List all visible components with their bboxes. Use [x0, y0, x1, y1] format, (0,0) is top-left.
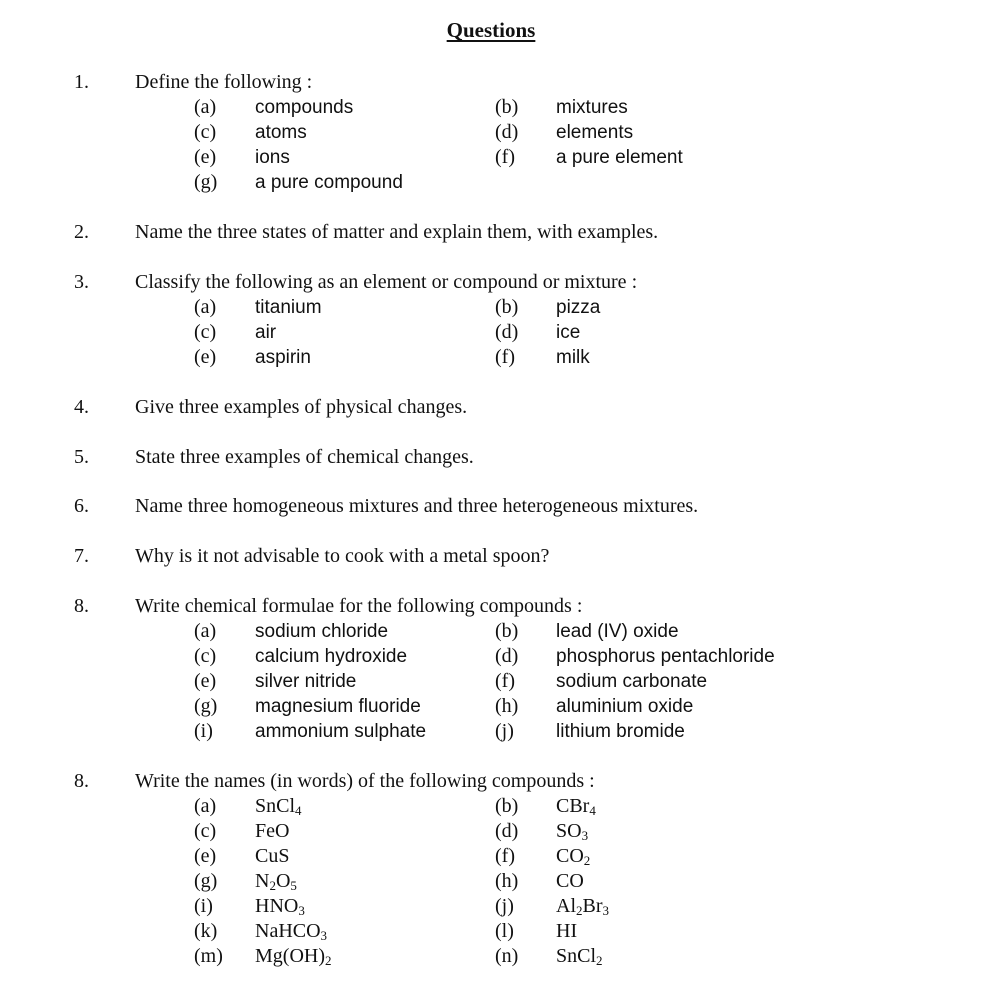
- question-text: Write chemical formulae for the following compounds :: [135, 595, 583, 617]
- option-label: (b): [495, 96, 519, 118]
- question-number: 6.: [74, 495, 89, 517]
- option-list: [0, 295, 1007, 370]
- option-list: [0, 619, 1007, 744]
- option-row: [0, 295, 1007, 320]
- option-label: (a): [194, 296, 217, 318]
- option-label: (j): [495, 895, 514, 917]
- option-label: (d): [495, 321, 519, 343]
- formula-text: $Al_2Br_3$: [556, 895, 609, 918]
- option-text: air: [255, 322, 277, 343]
- formula-text: CO: [556, 870, 584, 892]
- option-text: elements: [556, 122, 634, 143]
- option-list: [0, 794, 1007, 969]
- option-text: a pure compound: [255, 172, 403, 193]
- option-label: (i): [194, 720, 213, 742]
- option-label: (i): [194, 895, 213, 917]
- option-text: phosphorus pentachloride: [556, 646, 775, 667]
- formula-text: FeO: [255, 820, 290, 842]
- formula-text: $N_2O_5$: [255, 870, 297, 893]
- formula-text: NaHCO$_3$: [255, 920, 328, 943]
- option-label: (b): [495, 795, 519, 817]
- option-label: (g): [194, 695, 218, 717]
- option-text: mixtures: [556, 97, 628, 118]
- option-label: (g): [194, 870, 218, 892]
- page-title: Questions: [446, 18, 536, 42]
- question-number: 2.: [74, 221, 89, 243]
- option-row: [0, 694, 1007, 719]
- option-text: lead (IV) oxide: [556, 621, 679, 642]
- option-row: [0, 644, 1007, 669]
- option-row: [0, 320, 1007, 345]
- option-row: [0, 869, 1007, 894]
- option-label: (f): [495, 845, 515, 867]
- question-text: Why is it not advisable to cook with a metal spoon?: [135, 545, 550, 567]
- option-text: ice: [556, 322, 581, 343]
- option-text: titanium: [255, 297, 322, 318]
- option-label: (c): [194, 121, 217, 143]
- option-text: milk: [556, 347, 590, 368]
- question-text: Name three homogeneous mixtures and three heterogeneous mixtures.: [135, 495, 699, 517]
- option-label: (e): [194, 670, 217, 692]
- option-row: [0, 120, 1007, 145]
- option-row: [0, 794, 1007, 819]
- option-label: (a): [194, 795, 217, 817]
- question-text: Name the three states of matter and explain them, with examples.: [135, 221, 659, 243]
- formula-text: $Mg(OH)_2$: [255, 945, 332, 968]
- option-row: [0, 345, 1007, 370]
- option-row: [0, 894, 1007, 919]
- option-label: (b): [495, 620, 519, 642]
- option-list: [0, 95, 1007, 195]
- option-row: [0, 95, 1007, 120]
- formula-text: CuS: [255, 845, 290, 867]
- option-label: (d): [495, 645, 519, 667]
- option-row: [0, 619, 1007, 644]
- question-text: Write the names (in words) of the following compounds :: [135, 770, 595, 792]
- option-text: ions: [255, 147, 290, 168]
- option-text: aspirin: [255, 347, 311, 368]
- option-label: (d): [495, 820, 519, 842]
- option-text: sodium carbonate: [556, 671, 708, 692]
- option-label: (n): [495, 945, 519, 967]
- option-label: (h): [495, 870, 519, 892]
- question-number: 8.: [74, 770, 89, 792]
- option-text: a pure element: [556, 147, 683, 168]
- option-label: (f): [495, 346, 515, 368]
- option-label: (h): [495, 695, 519, 717]
- option-label: (e): [194, 146, 217, 168]
- question-number: 5.: [74, 446, 89, 468]
- option-text: compounds: [255, 97, 354, 118]
- formula-text: SnCl$_2$: [556, 945, 603, 968]
- option-row: [0, 170, 1007, 195]
- question-text: Define the following :: [135, 71, 313, 93]
- option-label: (f): [495, 670, 515, 692]
- option-text: atoms: [255, 122, 307, 143]
- option-label: (m): [194, 945, 223, 967]
- option-row: [0, 145, 1007, 170]
- formula-text: SnCl$_4$: [255, 795, 302, 818]
- formula-text: $HNO_3$: [255, 895, 305, 918]
- option-row: [0, 669, 1007, 694]
- question-text: State three examples of chemical changes.: [135, 446, 474, 468]
- option-label: (d): [495, 121, 519, 143]
- question-number: 7.: [74, 545, 89, 567]
- option-text: calcium hydroxide: [255, 646, 408, 667]
- option-label: (a): [194, 96, 217, 118]
- formula-text: CBr$_4$: [556, 795, 596, 818]
- option-label: (c): [194, 321, 217, 343]
- option-label: (c): [194, 820, 217, 842]
- option-label: (j): [495, 720, 514, 742]
- option-row: [0, 944, 1007, 969]
- option-row: [0, 719, 1007, 744]
- question-number: 4.: [74, 396, 89, 418]
- option-label: (f): [495, 146, 515, 168]
- option-label: (c): [194, 645, 217, 667]
- option-row: [0, 844, 1007, 869]
- option-label: (g): [194, 171, 218, 193]
- option-row: [0, 819, 1007, 844]
- question-text: Give three examples of physical changes.: [135, 396, 468, 418]
- formula-text: HI: [556, 920, 578, 942]
- option-label: (e): [194, 346, 217, 368]
- option-text: lithium bromide: [556, 721, 685, 742]
- option-text: silver nitride: [255, 671, 357, 692]
- formula-text: $SO_3$: [556, 820, 589, 843]
- option-label: (a): [194, 620, 217, 642]
- question-number: 3.: [74, 271, 89, 293]
- option-text: sodium chloride: [255, 621, 389, 642]
- option-row: [0, 919, 1007, 944]
- option-label: (l): [495, 920, 514, 942]
- option-label: (e): [194, 845, 217, 867]
- option-label: (k): [194, 920, 218, 942]
- question-text: Classify the following as an element or compound or mixture :: [135, 271, 638, 293]
- option-label: (b): [495, 296, 519, 318]
- option-text: pizza: [556, 297, 601, 318]
- option-text: magnesium fluoride: [255, 696, 421, 717]
- question-number: 1.: [74, 71, 89, 93]
- option-text: ammonium sulphate: [255, 721, 427, 742]
- formula-text: $CO_2$: [556, 845, 591, 868]
- option-text: aluminium oxide: [556, 696, 694, 717]
- question-number: 8.: [74, 595, 89, 617]
